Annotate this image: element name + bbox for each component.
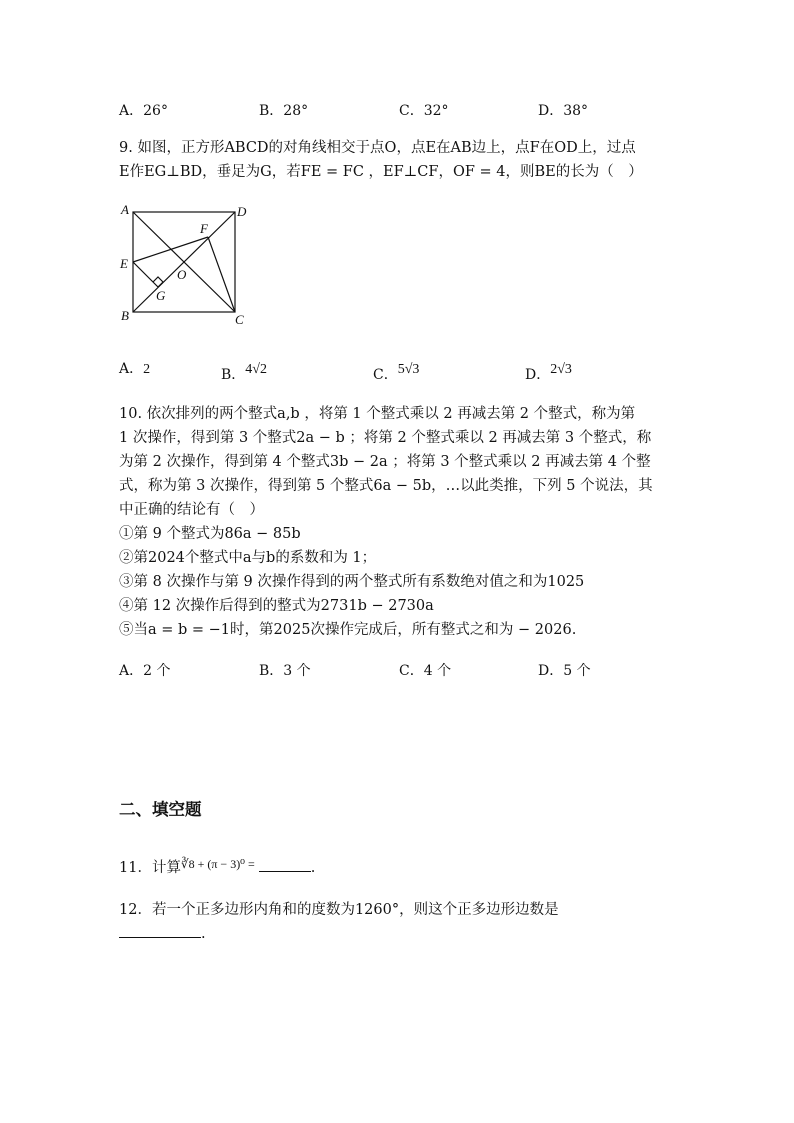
- section-heading-fill-in: 二、填空题: [119, 800, 202, 819]
- q11-prefix: 11．计算: [119, 860, 181, 876]
- q10-option-c[interactable]: [399, 660, 451, 680]
- q10-option-d-value: 5 个: [563, 663, 591, 679]
- label-g: G: [156, 288, 166, 303]
- label-o: O: [177, 267, 187, 282]
- q9-stem-line-2: E作EG⊥BD，垂足为G，若FE = FC ，EF⊥CF，OF = 4，则BE的长为（ ）: [119, 164, 643, 180]
- q9-option-c[interactable]: [373, 358, 420, 383]
- q9-stem-line-1: 9. 如图，正方形ABCD的对角线相交于点O，点E在AB边上，点F在OD上，过点: [119, 140, 636, 156]
- q10-stem-line-4: 式，称为第 3 次操作，得到第 5 个整式6a − 5b，…以此类推，下列 5 个说法，其: [119, 478, 653, 494]
- q10-statement-2: ②第2024个整式中a与b的系数和为 1；: [119, 550, 377, 566]
- q8-option-c-value: 32°: [423, 103, 449, 119]
- q11-suffix: .: [310, 860, 316, 876]
- q8-option-a-value: 26°: [143, 103, 168, 119]
- label-c: C: [235, 312, 244, 327]
- q10-option-a-value: 2 个: [143, 663, 171, 679]
- q12-answer-line: [119, 922, 206, 946]
- q9-option-d-value: 2√3: [550, 362, 572, 377]
- q8-option-d-value: 38°: [563, 103, 589, 119]
- q10-option-d-label: D．: [538, 663, 564, 679]
- q8-option-c[interactable]: [399, 100, 449, 120]
- q10-statement-4: ④第 12 次操作后得到的整式为2731b − 2730a: [119, 598, 434, 614]
- q8-option-d[interactable]: [538, 100, 588, 120]
- q8-option-a-label: A．: [119, 103, 144, 119]
- q8-option-b[interactable]: [259, 100, 308, 120]
- q9-option-a-value: 2: [143, 362, 151, 377]
- q10-stem-line-5: 中正确的结论有（ ）: [119, 502, 264, 518]
- q8-option-d-label: D．: [538, 103, 564, 119]
- q9-option-c-value: 5√3: [397, 362, 420, 377]
- q9-option-d[interactable]: [525, 358, 572, 383]
- q12-suffix: .: [201, 926, 206, 942]
- q10-statement-5: ⑤当a = b = −1时，第2025次操作完成后，所有整式之和为 − 2026.: [119, 622, 577, 638]
- q9-option-a-label: A．: [119, 361, 144, 377]
- q9-geometry-figure: [110, 200, 260, 330]
- label-a: A: [121, 202, 129, 217]
- q10-stem-line-2: 1 次操作，得到第 3 个整式2a − b ；将第 2 个整式乘以 2 再减去第 3 个整式，称: [119, 430, 652, 446]
- q12-answer-blank[interactable]: [119, 923, 201, 938]
- q10-stem-line-3: 为第 2 次操作，得到第 4 个整式3b − 2a ；将第 3 个整式乘以 2 再减去第 4 个整: [119, 454, 651, 470]
- q10-option-c-label: C．: [399, 663, 424, 679]
- q9-option-c-label: C．: [373, 367, 398, 383]
- segment-eg: [133, 262, 158, 287]
- q12-stem: 12．若一个正多边形内角和的度数为1260°，则这个正多边形边数是: [119, 902, 559, 918]
- q10-option-c-value: 4 个: [423, 663, 452, 679]
- q11-expression: ∛8 + (π − 3)⁰ =: [180, 857, 255, 871]
- q11: [119, 856, 315, 880]
- label-f: F: [200, 221, 208, 236]
- q10-stem-line-1: 10. 依次排列的两个整式a,b ，将第 1 个整式乘以 2 再减去第 2 个整式，称为第: [119, 406, 636, 422]
- q8-option-b-value: 28°: [283, 103, 309, 119]
- right-angle-mark: [153, 277, 163, 287]
- q10-option-d[interactable]: [538, 660, 591, 680]
- q8-option-b-label: B．: [259, 103, 284, 119]
- q9-option-a[interactable]: [119, 358, 150, 378]
- label-d: D: [237, 204, 247, 219]
- q10-statement-1: ①第 9 个整式为86a − 85b: [119, 526, 301, 542]
- q10-option-b-label: B．: [259, 663, 284, 679]
- label-b: B: [121, 308, 129, 323]
- q8-option-a[interactable]: [119, 100, 168, 120]
- q10-option-b-value: 3 个: [283, 663, 311, 679]
- q8-option-c-label: C．: [399, 103, 424, 119]
- q9-option-b-value: 4√2: [245, 362, 267, 377]
- q10-option-a[interactable]: [119, 660, 170, 680]
- q10-option-a-label: A．: [119, 663, 144, 679]
- q9-option-d-label: D．: [525, 367, 551, 383]
- q11-answer-blank[interactable]: [259, 857, 311, 872]
- label-e: E: [120, 256, 128, 271]
- segment-fc: [208, 237, 235, 312]
- q9-option-b[interactable]: [221, 358, 267, 383]
- q9-option-b-label: B．: [221, 367, 246, 383]
- q10-statement-3: ③第 8 次操作与第 9 次操作得到的两个整式所有系数绝对值之和为1025: [119, 574, 585, 590]
- q10-option-b[interactable]: [259, 660, 311, 680]
